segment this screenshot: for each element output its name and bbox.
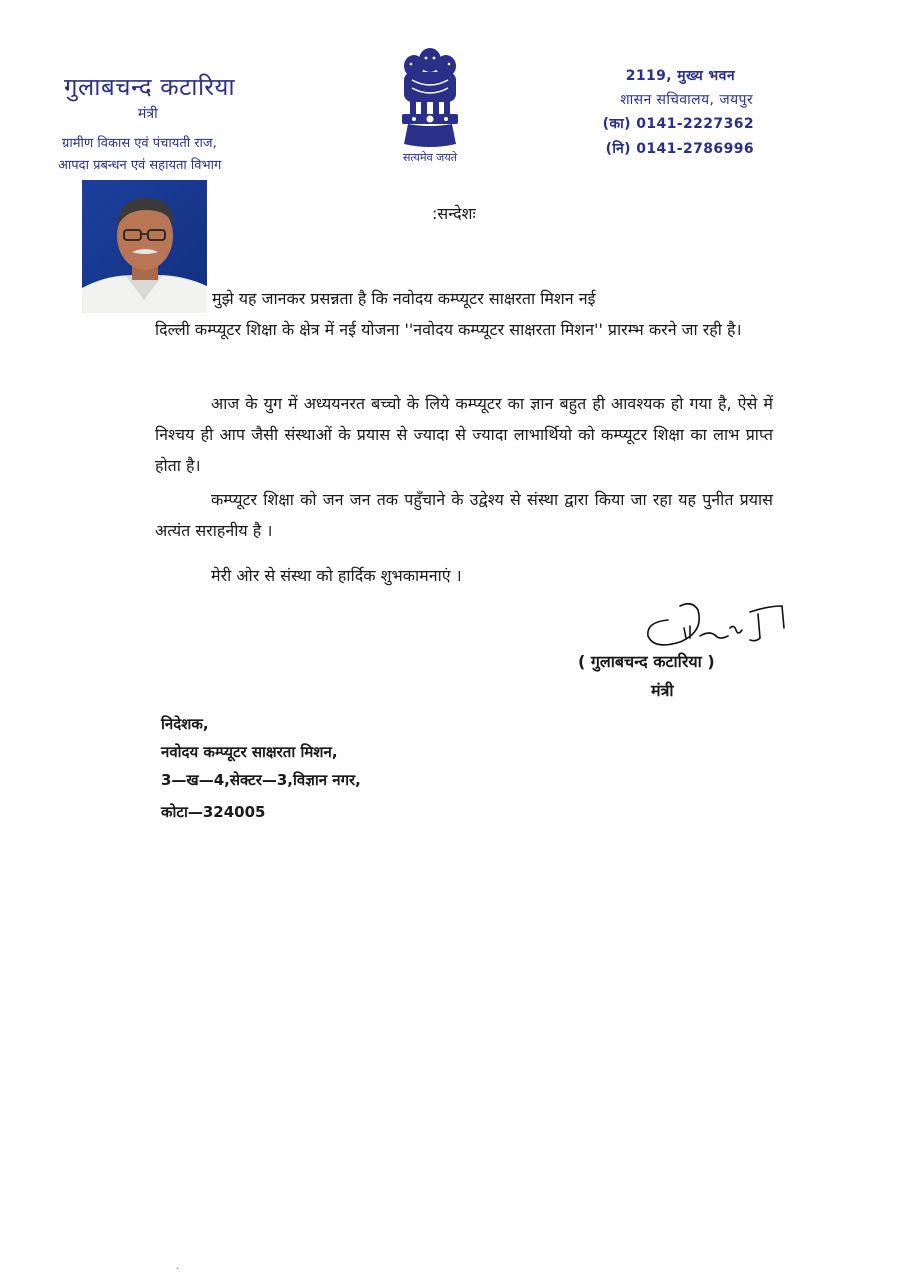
recipient-line-4: कोटा—324005 <box>161 803 266 821</box>
department-line-2: आपदा प्रबन्धन एवं सहायता विभाग <box>58 158 222 173</box>
minister-name: गुलाबचन्द कटारिया <box>64 73 236 101</box>
ashoka-emblem-icon <box>390 44 470 152</box>
signatory-name: ( गुलाबचन्द कटारिया ) <box>578 652 715 671</box>
office-phone: (का) 0141-2227362 <box>602 116 754 132</box>
residence-phone: (नि) 0141-2786996 <box>605 141 754 157</box>
message-paragraph-3: कम्प्यूटर शिक्षा को जन जन तक पहुँचाने के उद्वेश्य से संस्था द्वारा किया जा रहा यह पुनीत प्रयास अत्यंत सराहनीय है । <box>155 490 773 540</box>
recipient-line-2: नवोदय कम्प्यूटर साक्षरता मिशन, <box>161 743 338 761</box>
handwritten-signature <box>640 598 790 650</box>
office-address-line-2: शासन सचिवालय, जयपुर <box>620 92 753 108</box>
message-paragraph-2: आज के युग में अध्ययनरत बच्चो के लिये कम्प्यूटर का ज्ञान बहुत ही आवश्यक हो गया है, ऐसे में निश्चय ही आप जैसी संस्थाओं के प्रयास से ज्यादा से ज्यादा लाभार्थियो को कम्प्यूटर शिक्षा का लाभ प्राप्त होता है। <box>155 394 773 475</box>
message-paragraph-1: दिल्ली कम्प्यूटर शिक्षा के क्षेत्र में नई योजना ''नवोदय कम्प्यूटर साक्षरता मिशन'' प्रारम्भ करने जा रही है। <box>155 320 742 339</box>
recipient-line-3: 3—ख—4,सेक्टर—3,विज्ञान नगर, <box>161 771 361 789</box>
minister-designation: मंत्री <box>138 106 158 122</box>
office-address-line-1: 2119, मुख्य भवन <box>625 68 735 84</box>
emblem-motto: सत्यमेव जयते <box>402 151 457 164</box>
page-mark: · <box>176 1264 180 1275</box>
recipient-line-1: निदेशक, <box>161 715 209 733</box>
signatory-title: मंत्री <box>651 681 674 700</box>
message-paragraph-4: मेरी ओर से संस्था को हार्दिक शुभकामनाएं । <box>211 566 462 585</box>
message-heading: :सन्देशः <box>432 204 476 223</box>
minister-photo <box>82 180 207 313</box>
department-line-1: ग्रामीण विकास एवं पंचायती राज, <box>62 136 217 151</box>
message-paragraph-1-first-line: मुझे यह जानकर प्रसन्नता है कि नवोदय कम्प्यूटर साक्षरता मिशन नई <box>212 289 596 308</box>
